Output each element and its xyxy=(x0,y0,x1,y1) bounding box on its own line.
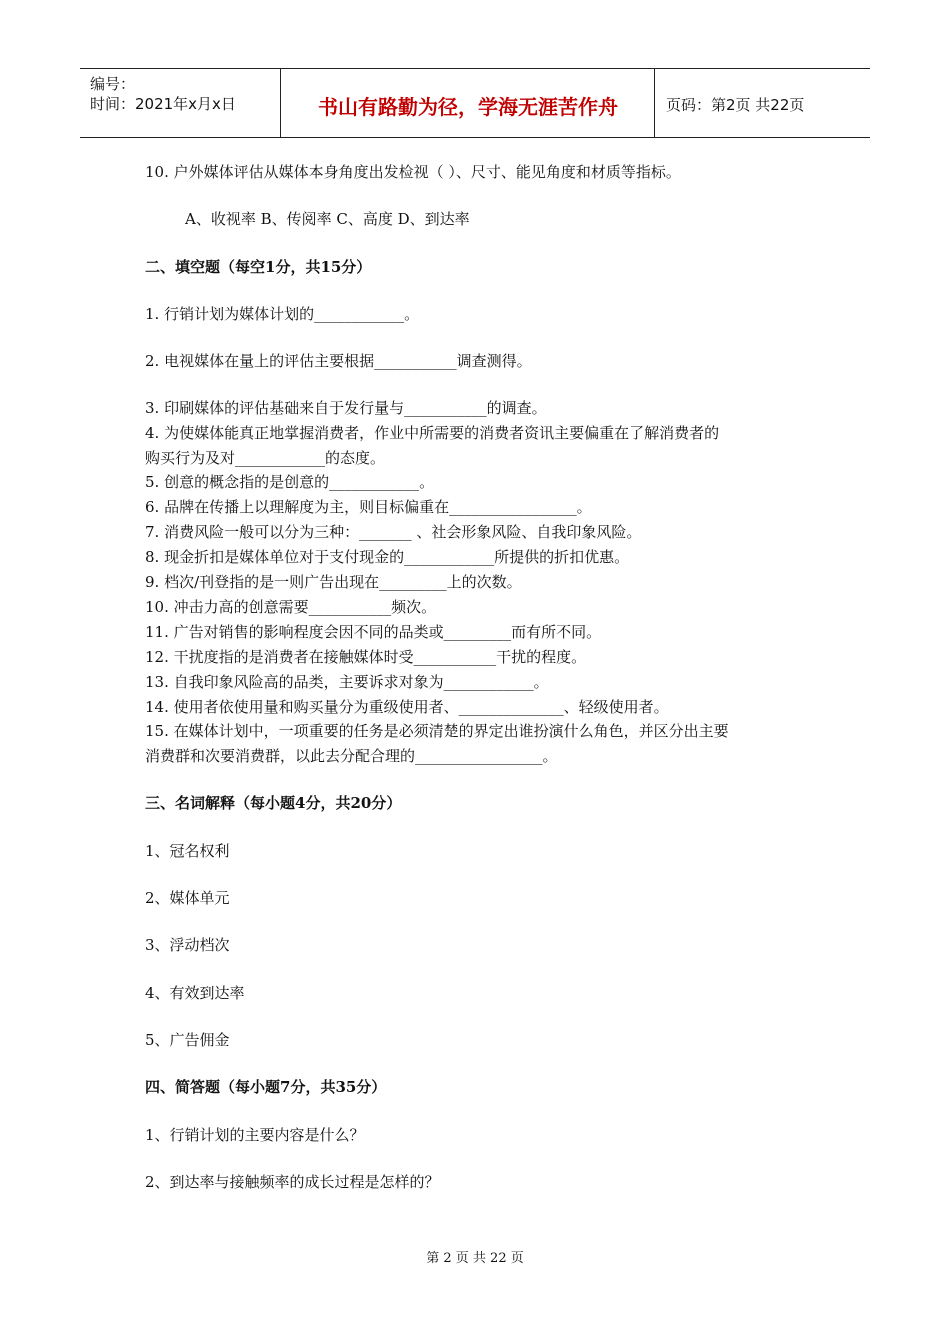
short-answer-item: 1、行销计划的主要内容是什么？ xyxy=(145,1126,365,1144)
short-answer-item: 2、到达率与接触频率的成长过程是怎样的？ xyxy=(145,1173,440,1191)
fill-blank-item: 12. 干扰度指的是消费者在接触媒体时受___________干扰的程度。 xyxy=(145,648,587,666)
header-middle-cell xyxy=(282,69,655,137)
fill-blank-item: 3. 印刷媒体的评估基础来自于发行量与___________的调查。 xyxy=(145,399,547,417)
page-info: 页码：第2页 共22页 xyxy=(666,96,805,114)
fill-blank-item: 5. 创意的概念指的是创意的____________。 xyxy=(145,473,435,491)
term-item: 2、媒体单元 xyxy=(145,889,230,907)
date-label: 时间：2021年x月x日 xyxy=(90,95,236,113)
page-footer: 第 2 页 共 22 页 xyxy=(426,1251,524,1266)
motto: 书山有路勤为径，学海无涯苦作舟 xyxy=(318,95,618,119)
header-left-cell xyxy=(80,69,281,137)
term-item: 3、浮动档次 xyxy=(145,936,230,954)
fill-blank-item: 10. 冲击力高的创意需要___________频次。 xyxy=(145,598,437,616)
fill-blank-item-continued: 购买行为及对____________的态度。 xyxy=(145,449,386,467)
fill-blank-item: 6. 品牌在传播上以理解度为主，则目标偏重在_________________。 xyxy=(145,498,592,516)
header-right-cell xyxy=(656,69,870,137)
fill-blank-item: 9. 档次/刊登指的是一则广告出现在_________上的次数。 xyxy=(145,573,522,591)
fill-blank-item: 4. 为使媒体能真正地掌握消费者，作业中所需要的消费者资讯主要偏重在了解消费者的 xyxy=(145,424,720,442)
fill-blank-item: 2. 电视媒体在量上的评估主要根据___________调查测得。 xyxy=(145,352,532,370)
fill-blank-item: 7. 消费风险一般可以分为三种：_______ 、社会形象风险、自我印象风险。 xyxy=(145,523,642,541)
fill-blank-item: 11. 广告对销售的影响程度会因不同的品类或_________而有所不同。 xyxy=(145,623,602,641)
term-item: 5、广告佣金 xyxy=(145,1031,230,1049)
term-item: 4、有效到达率 xyxy=(145,984,245,1002)
term-item: 1、冠名权利 xyxy=(145,842,230,860)
fill-blank-item: 8. 现金折扣是媒体单位对于支付现金的____________所提供的折扣优惠。 xyxy=(145,548,630,566)
section-heading-terms: 三、名词解释（每小题4分，共20分） xyxy=(145,794,402,812)
fill-blank-item: 1. 行销计划为媒体计划的____________。 xyxy=(145,305,420,323)
fill-blank-item: 15. 在媒体计划中，一项重要的任务是必须清楚的界定出谁扮演什么角色，并区分出主要 xyxy=(145,722,729,740)
header-table xyxy=(80,68,870,138)
question-10-mc: 10. 户外媒体评估从媒体本身角度出发检视（ ）、尺寸、能见角度和材质等指标。 xyxy=(145,163,681,181)
number-label: 编号： xyxy=(90,75,136,93)
options-row: A、收视率 B、传阅率 C、高度 D、到达率 xyxy=(185,210,470,228)
section-heading-short-answer: 四、简答题（每小题7分，共35分） xyxy=(145,1078,387,1096)
fill-blank-item-continued: 消费群和次要消费群，以此去分配合理的_________________。 xyxy=(145,747,558,765)
fill-blank-item: 14. 使用者依使用量和购买量分为重级使用者、______________、轻级使用者。 xyxy=(145,698,669,716)
section-heading-fill-blank: 二、填空题（每空1分，共15分） xyxy=(145,258,372,276)
fill-blank-item: 13. 自我印象风险高的品类，主要诉求对象为____________。 xyxy=(145,673,549,691)
